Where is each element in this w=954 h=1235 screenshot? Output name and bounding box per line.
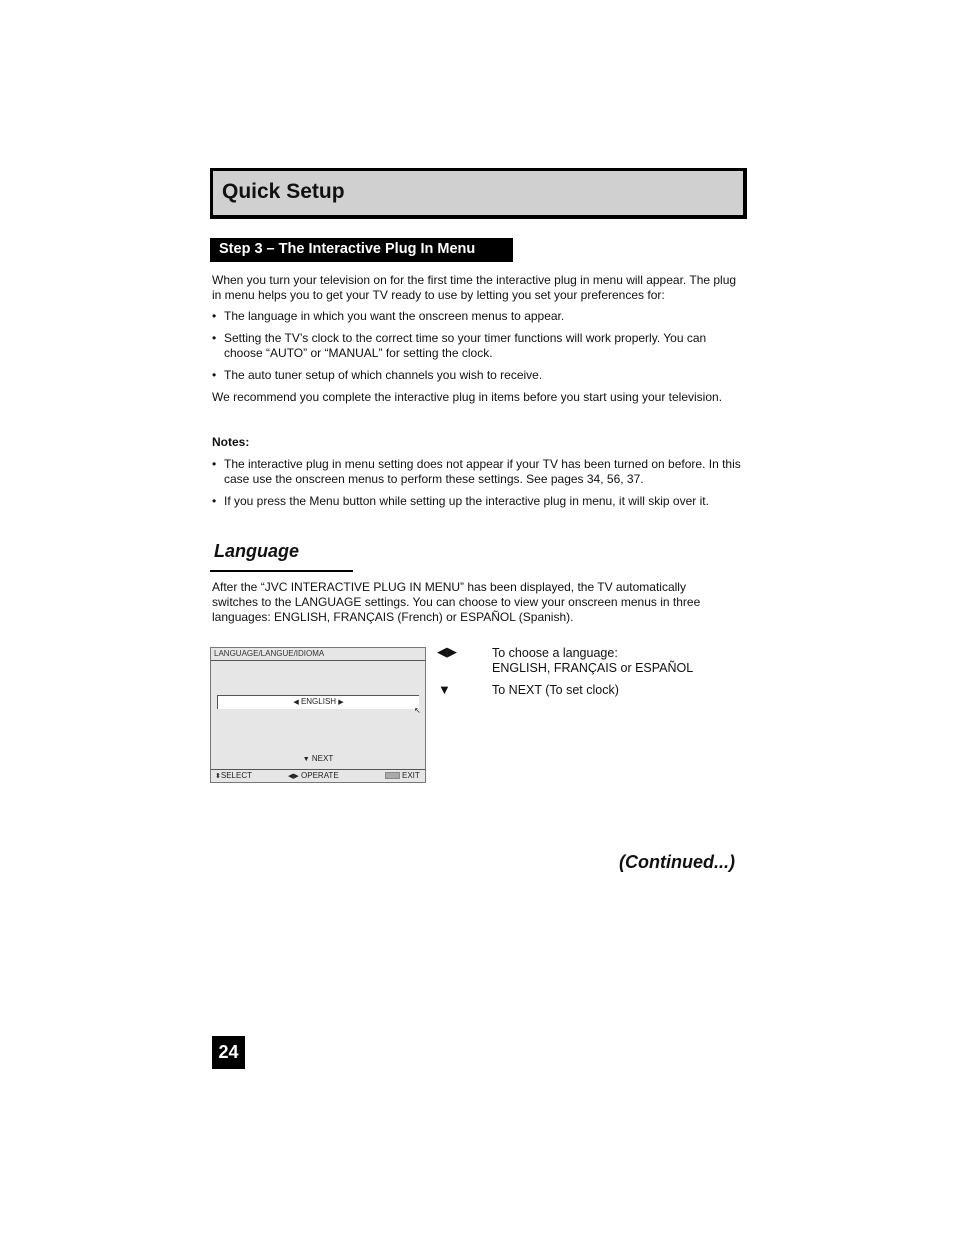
step-title-bar [210,238,513,262]
intro-bullet-clock: • Setting the TV’s clock to the correct time so your timer functions will work properly. You can choose “AUTO” or “MANUAL” for setting the clock. [212,331,744,361]
tv-menu-title: LANGUAGE/LANGUE/IDIOMA [214,649,325,658]
right-arrow-icon: ▶ [338,699,344,706]
down-arrow-icon: ▼ [302,756,310,763]
footer-select [215,771,252,780]
intro-paragraph: When you turn your television on for the first time the interactive plug in menu will appear. The plug in menu helps you to get your TV ready to use by letting you set your preferences for: [212,273,737,302]
tv-menu-footer [211,769,425,782]
footer-operate-label: OPERATE [301,771,339,780]
tv-menu-screen [210,647,426,783]
note-item: • The interactive plug in menu setting does not appear if your TV has been turned on before. In this case use the onscreen menus to perform these settings. See pages 34, 56, 37. [212,457,744,487]
intro-bullet-tuner: • The auto tuner setup of which channels you wish to receive. [212,368,744,383]
language-heading: Language [214,541,300,561]
footer-select-label: SELECT [220,771,252,780]
cursor-icon: ↖ [414,706,421,715]
left-arrow-icon: ◀ [293,699,299,706]
notes-heading: Notes: [212,435,250,449]
tv-menu-next-label: NEXT [311,754,334,763]
legend-line: To choose a language: [492,646,618,660]
up-down-arrows-icon: ⬍ [215,773,221,780]
language-option [218,697,419,706]
note-item: • If you press the Menu button while setting up the interactive plug in menu, it will skip over it. [212,494,754,509]
left-right-arrows-icon: ◀▶ [437,644,457,659]
language-paragraph: After the “JVC INTERACTIVE PLUG IN MENU” has been displayed, the TV automatically switches to the LANGUAGE settings. You can choose to view your onscreen menus in three languages: ENGLISH, FRANÇAIS (French) or ESPAÑOL (Spanish). [212,580,701,624]
intro-bullet-language: • The language in which you want the onscreen menus to appear. [212,309,744,324]
language-select-box [217,695,419,709]
legend-next: To NEXT (To set clock) [492,683,619,697]
heading-underline [210,570,353,572]
page-number: 24 [212,1036,245,1069]
page-title: Quick Setup [222,180,345,203]
language-option-label: ENGLISH [300,697,337,706]
step-title: Step 3 – The Interactive Plug In Menu [219,241,476,257]
tv-menu-title-bar [211,648,425,661]
menu-key-icon [385,772,400,779]
tv-menu-next [211,754,425,763]
continued-label: (Continued...) [619,852,735,872]
footer-exit [385,771,420,780]
recommend-paragraph: We recommend you complete the interactive plug in items before you start using your television. [212,390,723,404]
footer-operate [288,771,339,780]
footer-exit-label: EXIT [402,771,420,780]
legend-line: ENGLISH, FRANÇAIS or ESPAÑOL [492,661,694,675]
legend-choose-language [492,646,693,676]
down-arrow-icon: ▼ [438,682,451,697]
left-right-arrows-icon: ◀▶ [288,773,299,780]
